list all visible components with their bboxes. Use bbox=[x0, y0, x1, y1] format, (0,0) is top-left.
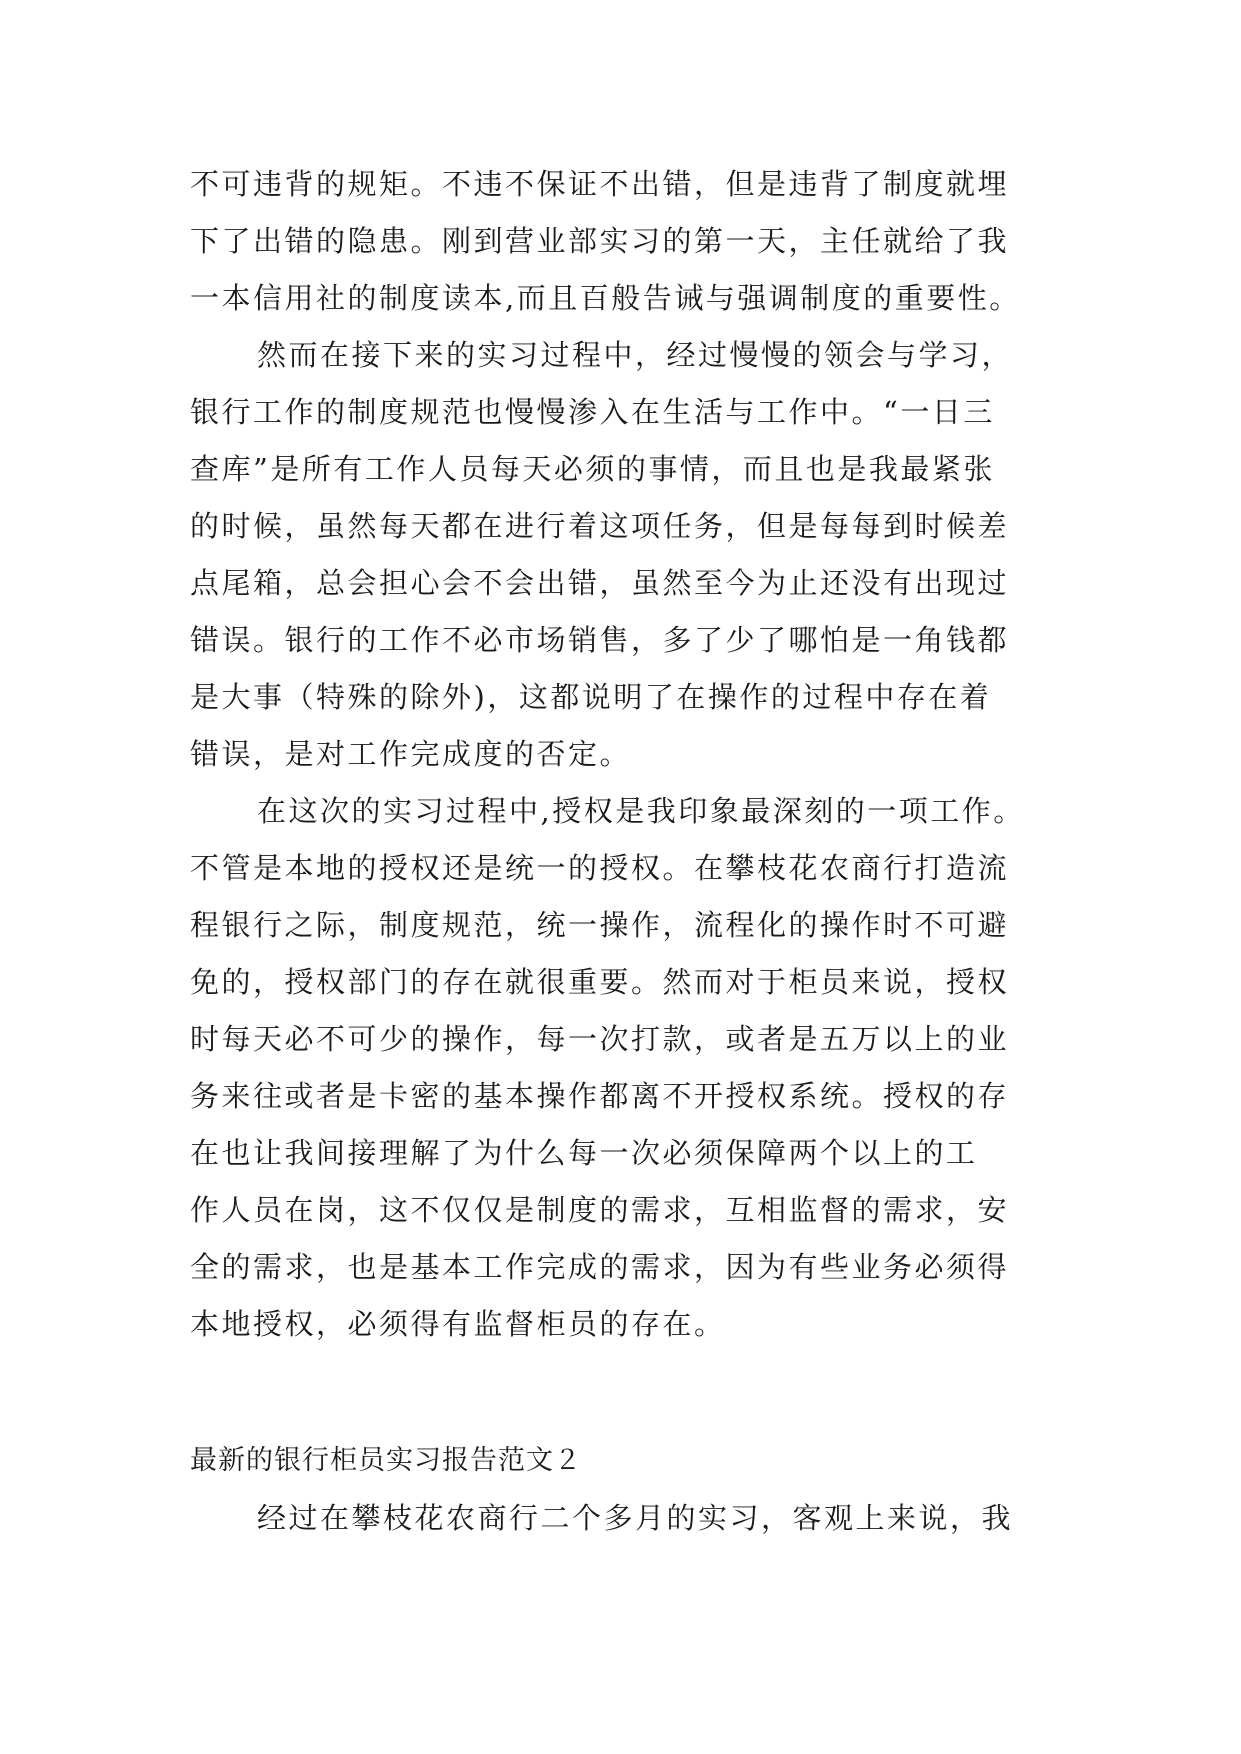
body-text-line: 作人员在岗，这不仅仅是制度的需求，互相监督的需求，安 bbox=[190, 1193, 1010, 1227]
body-text-line: 程银行之际，制度规范，统一操作，流程化的操作时不可避 bbox=[190, 908, 1010, 942]
body-text-line: 银行工作的制度规范也慢慢渗入在生活与工作中。“一日三 bbox=[190, 395, 995, 429]
body-text-line: 错误，是对工作完成度的否定。 bbox=[190, 737, 632, 771]
section-heading: 最新的银行柜员实习报告范文２ bbox=[190, 1445, 582, 1476]
paragraph-first-line: 经过在攀枝花农商行二个多月的实习，客观上来说，我 bbox=[257, 1501, 1014, 1535]
body-text-line: 查库”是所有工作人员每天必须的事情，而且也是我最紧张 bbox=[190, 452, 995, 486]
body-text-line: 下了出错的隐患。刚到营业部实习的第一天，主任就给了我 bbox=[190, 224, 1010, 258]
body-text-line: 在也让我间接理解了为什么每一次必须保障两个以上的工 bbox=[190, 1136, 978, 1170]
body-text-line: 本地授权，必须得有监督柜员的存在。 bbox=[190, 1307, 726, 1341]
body-text-line: 的时候，虽然每天都在进行着这项任务，但是每每到时候差 bbox=[190, 509, 1010, 543]
paragraph-first-line: 在这次的实习过程中,授权是我印象最深刻的一项工作。 bbox=[257, 794, 1025, 828]
body-text-line: 全的需求，也是基本工作完成的需求，因为有些业务必须得 bbox=[190, 1250, 1010, 1284]
body-text-line: 时每天必不可少的操作，每一次打款，或者是五万以上的业 bbox=[190, 1022, 1010, 1056]
body-text-line: 不可违背的规矩。不违不保证不出错，但是违背了制度就埋 bbox=[190, 167, 1010, 201]
body-text-line: 不管是本地的授权还是统一的授权。在攀枝花农商行打造流 bbox=[190, 851, 1010, 885]
body-text-line: 点尾箱，总会担心会不会出错，虽然至今为止还没有出现过 bbox=[190, 566, 1010, 600]
body-text-line: 错误。银行的工作不必市场销售，多了少了哪怕是一角钱都 bbox=[190, 623, 1010, 657]
body-text-line: 免的，授权部门的存在就很重要。然而对于柜员来说，授权 bbox=[190, 965, 1010, 999]
body-text-line: 是大事（特殊的除外)，这都说明了在操作的过程中存在着 bbox=[190, 680, 992, 714]
body-text-line: 务来往或者是卡密的基本操作都离不开授权系统。授权的存 bbox=[190, 1079, 1010, 1113]
body-text-line: 一本信用社的制度读本,而且百般告诫与强调制度的重要性。 bbox=[190, 281, 1021, 315]
paragraph-first-line: 然而在接下来的实习过程中，经过慢慢的领会与学习， bbox=[257, 338, 1014, 372]
